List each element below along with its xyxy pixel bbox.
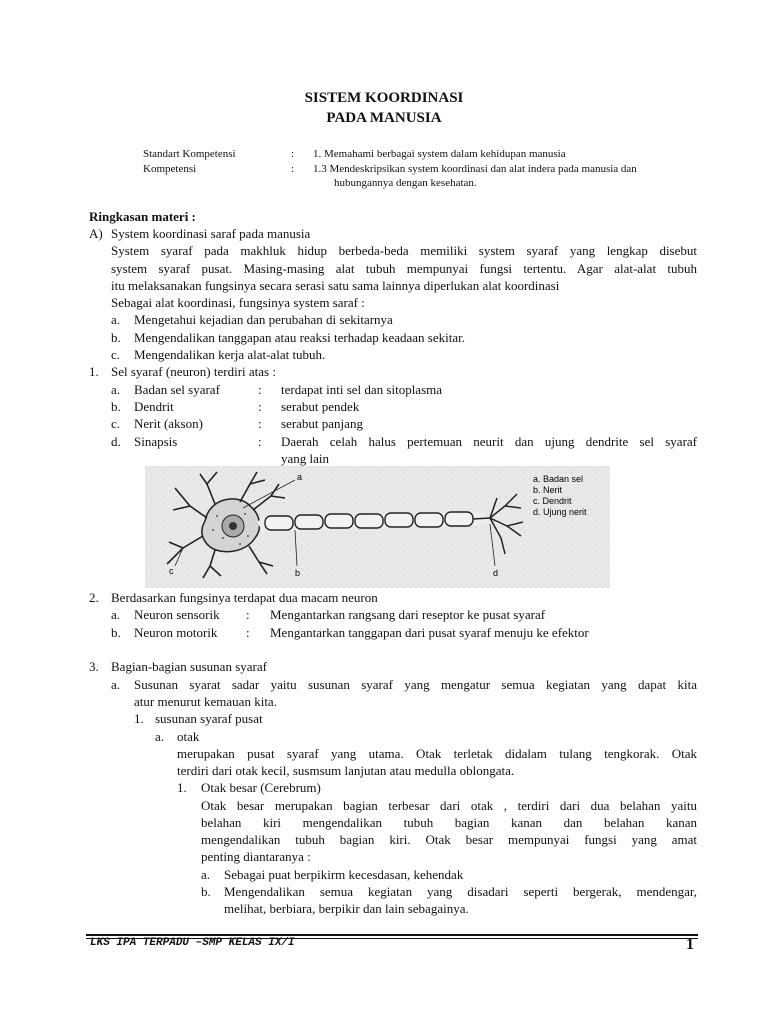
figure-legend-item: c. Dendrit — [533, 496, 572, 506]
figure-label-c: c — [169, 566, 174, 576]
fungsi-item: Mengendalikan semua kegiatan yang disadari seperti bergerak, mendengar, — [224, 884, 697, 899]
page-number: 1 — [686, 936, 694, 953]
neuron-part-sep: : — [258, 382, 262, 397]
otak-besar-line3: mengendalikan tubuh bagian kiri. Otak besar mempunyai fungsi yang amat — [201, 832, 697, 847]
list-marker: a. — [155, 729, 165, 744]
neuron-part-sep: : — [258, 416, 262, 431]
figure-label-a: a — [297, 472, 303, 482]
neuron-type-desc: Mengantarkan rangsang dari reseptor ke pusat syaraf — [270, 607, 546, 622]
section-3-marker: 3. — [89, 659, 99, 674]
section-a-para-line4: Sebagai alat koordinasi, fungsinya system saraf : — [111, 295, 365, 310]
section-2-heading: Berdasarkan fungsinya terdapat dua macam neuron — [111, 590, 378, 605]
sk-separator: : — [291, 148, 295, 160]
section-3-heading: Bagian-bagian susunan syaraf — [111, 659, 267, 674]
page-title: SISTEM KOORDINASI — [304, 90, 464, 106]
k-value-line2: hubungannya dengan kesehatan. — [334, 177, 477, 189]
figure-legend-item: d. Ujung nerit — [533, 507, 587, 517]
otak-besar-label: Otak besar (Cerebrum) — [201, 780, 321, 795]
neuron-part-desc: Daerah celah halus pertemuan neurit dan ujung dendrite sel syaraf — [281, 434, 697, 449]
figure-label-d: d — [493, 568, 499, 578]
sub-heading: susunan syaraf pusat — [155, 711, 263, 726]
k-value-line1: 1.3 Mendeskripsikan system koordinasi dan alat indera pada manusia dan — [313, 163, 637, 175]
section-a-para-line2: system syaraf pusat. Masing-masing alat tubuh mempunyai fungsi tertentu. Agar alat-alat tubuh — [111, 261, 697, 276]
list-marker: 1. — [134, 711, 144, 726]
figure-label-b: b — [295, 568, 301, 578]
neuron-type-term: Neuron motorik — [134, 625, 218, 640]
list-marker: a. — [201, 867, 211, 882]
fungsi-item: Sebagai puat berpikirm kecesdasan, kehendak — [224, 867, 464, 882]
neuron-type-term: Neuron sensorik — [134, 607, 220, 622]
neuron-part-desc-cont: yang lain — [281, 451, 330, 466]
neuron-part-term: Badan sel syaraf — [134, 382, 220, 397]
figure-legend-item: a. Badan sel — [533, 474, 584, 484]
neuron-part-desc: serabut panjang — [281, 416, 363, 431]
neuron-type-sep: : — [246, 607, 250, 622]
neuron-type-desc: Mengantarkan tanggapan dari pusat syaraf menuju ke efektor — [270, 625, 589, 640]
section-a-para-line3: itu melaksanakan fungsinya secara serasi satu sama lainnya diperlukan alat koordinasi — [111, 278, 560, 293]
section-3a-line1: Susunan syarat sadar yaitu susunan syaraf yang mengatur semua kegiatan yang dapat kita — [134, 677, 697, 692]
section-3a-line2: atur menurut kemauan kita. — [134, 694, 277, 709]
section-2-marker: 2. — [89, 590, 99, 605]
list-marker: 1. — [177, 780, 187, 795]
otak-besar-line1: Otak besar merupakan bagian terbesar dari otak , terdiri dari dua belahan yaitu — [201, 798, 697, 813]
list-marker: b. — [111, 625, 121, 640]
sk-label: Standart Kompetensi — [143, 148, 236, 160]
list-marker: a. — [111, 312, 121, 327]
section-a-para-line1: System syaraf pada makhluk hidup berbeda-beda memiliki system syaraf yang lengkap disebut — [111, 243, 697, 258]
otak-desc-line2: terdiri dari otak kecil, susmsum lanjutan atau medulla oblongata. — [177, 763, 515, 778]
list-marker: c. — [111, 347, 121, 362]
otak-besar-line2: belahan kiri mengendalikan tubuh bagian kanan dan belahan kanan — [201, 815, 697, 830]
section-a-heading: System koordinasi saraf pada manusia — [111, 226, 311, 241]
list-item: Mengendalikan kerja alat-alat tubuh. — [134, 347, 326, 362]
neuron-part-term: Nerit (akson) — [134, 416, 203, 431]
footer-text: LKS IPA TERPADU –SMP KELAS IX/I — [90, 937, 295, 949]
neuron-part-term: Dendrit — [134, 399, 174, 414]
list-marker: a. — [111, 382, 121, 397]
otak-desc-line1: merupakan pusat syaraf yang utama. Otak terletak didalam tulang tengkorak. Otak — [177, 746, 697, 761]
list-marker: b. — [201, 884, 211, 899]
neuron-part-desc: serabut pendek — [281, 399, 360, 414]
neuron-part-sep: : — [258, 434, 262, 449]
section-1-heading: Sel syaraf (neuron) terdiri atas : — [111, 364, 276, 379]
sk-value: 1. Memahami berbagai system dalam kehidupan manusia — [313, 148, 566, 160]
list-marker: a. — [111, 607, 121, 622]
neuron-part-sep: : — [258, 399, 262, 414]
section-a-marker: A) — [89, 226, 103, 241]
otak-besar-line4: penting diantaranya : — [201, 849, 311, 864]
neuron-part-desc: terdapat inti sel dan sitoplasma — [281, 382, 443, 397]
neuron-figure — [145, 466, 610, 588]
list-marker: b. — [111, 399, 121, 414]
k-separator: : — [291, 163, 295, 175]
summary-heading: Ringkasan materi : — [89, 209, 196, 224]
list-item: Mengendalikan tanggapan atau reaksi terhadap keadaan sekitar. — [134, 330, 465, 345]
neuron-diagram — [145, 466, 610, 588]
figure-legend-item: b. Nerit — [533, 485, 563, 495]
footer-rule-top — [86, 934, 698, 936]
list-marker: a. — [111, 677, 121, 692]
list-item: Mengetahui kejadian dan perubahan di sekitarnya — [134, 312, 393, 327]
list-marker: b. — [111, 330, 121, 345]
list-marker: d. — [111, 434, 121, 449]
section-1-marker: 1. — [89, 364, 99, 379]
neuron-type-sep: : — [246, 625, 250, 640]
otak-label: otak — [177, 729, 200, 744]
page-subtitle: PADA MANUSIA — [326, 110, 442, 126]
k-label: Kompetensi — [143, 163, 197, 175]
neuron-part-term: Sinapsis — [134, 434, 178, 449]
fungsi-item-cont: melihat, berbiara, berpikir dan lain sebagainya. — [224, 901, 469, 916]
list-marker: c. — [111, 416, 121, 431]
